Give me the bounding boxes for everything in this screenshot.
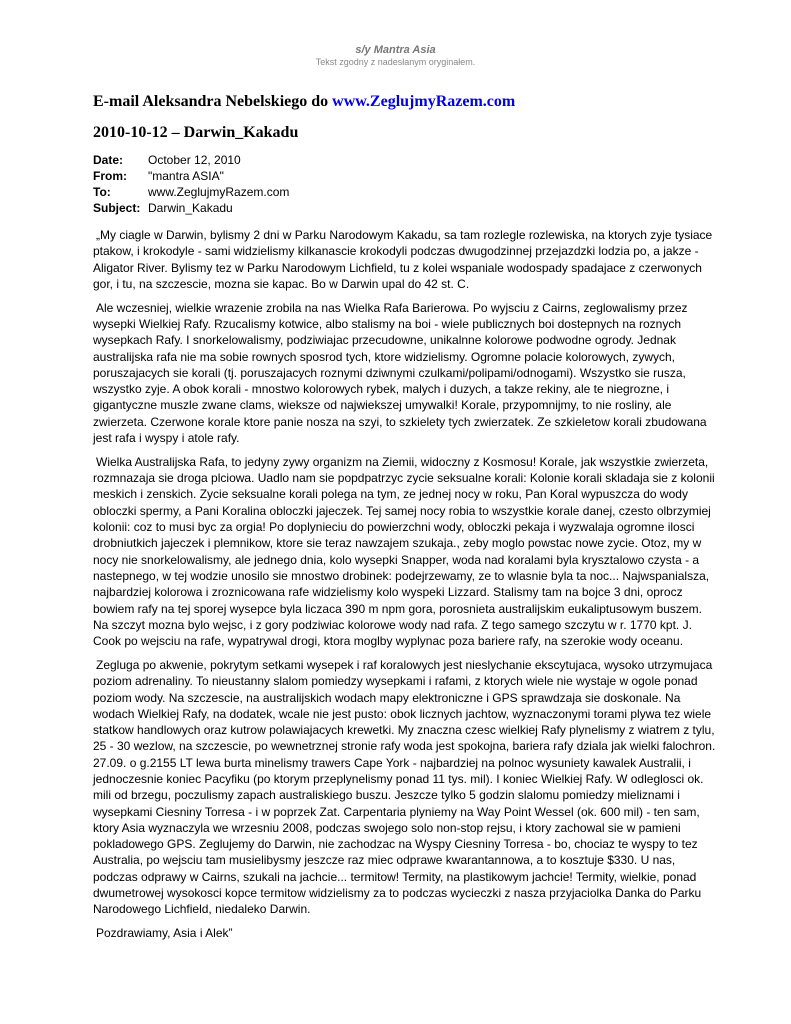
to-value: www.ZeglujmyRazem.com — [148, 185, 290, 199]
page-header — [0, 44, 791, 68]
title-prefix: E-mail Aleksandra Nebelskiego do — [93, 93, 333, 110]
meta-row-to — [93, 184, 289, 200]
zeglujmy-razem-link[interactable]: www.ZeglujmyRazem.com — [332, 93, 516, 110]
document-content — [93, 92, 718, 949]
from-value: "mantra ASIA" — [148, 169, 224, 183]
meta-row-from — [93, 168, 289, 184]
to-label: To: — [93, 185, 111, 199]
date-label: Date: — [93, 153, 124, 167]
site-note: Tekst zgodny z nadesłanym oryginałem. — [315, 57, 476, 67]
body-paragraph: „My ciagle w Darwin, bylismy 2 dni w Parku Narodowym Kakadu, sa tam rozlegle rozlewiska, na ktorych zyje tysiace ptakow, i krokodyle - sami widzielismy kilkanascie krokodyli podczas dwugodzinnej przejazdzki lodzia po, a jakze - Aligator River. Bylismy tez w Parku Narodowym Lichfield, tu z kolei wspaniale wodospady spadajace z czerwonych gor, i tu, na szczescie, mozna sie kapac. Bo w Darwin upal do 42 st. C. — [93, 228, 713, 291]
body-paragraph: Wielka Australijska Rafa, to jedyny zywy organizm na Ziemii, widoczny z Kosmosu! Korale, jak wszystkie zwierzeta, rozmnazaja sie droga plciowa. Uadlo nam sie popdpatrzyc zycie seksualne korali: Kolonie korali skladaja sie z kolonii meskich i zenskich. Zycie seksualne korali polega na tym, ze jednej nocy w roku, Pan Koral wypuszcza do wody obloczki spermy, a Pani Koralina obloczki jajeczek. Tej samej nocy robia to wszystkie korale danej, czesto olbrzymiej kolonii: coz to musi byc za orgia! Po doplynieciu do powierzchni wody, obloczki pekaja i wyzwalaja ogromne ilosci drobniutkich jajeczek i plemnikow, ktore sie teraz nawzajem szukaja., zeby moglo powstac nowe zycie. Otoz, my w nocy nie snorkelowalismy, ale jednego dnia, kolo wysepki Snapper, woda nad koralami byla krysztalowo czysta - a nastepnego, w tej wodzie unosilo sie mnostwo drobinek: podejrzewamy, ze to wlasnie byla ta noc... Najwspanialsza, najbardziej kolorowa i zroznicowana rafe widzielismy kolo wyspeki Lizzard. Stalismy tam na bojce 3 dni, oprocz bowiem rafy na tej sporej wysepce byla liczaca 390 m npm gora, porosnieta australijskim eukaliptusowym buszem. Na szczyt mozna bylo wejsc, i z gory podziwiac kolorowe wody nad rafa. Z tego samego szczytu w r. 1770 kpt. J. Cook po wejsciu na rafe, wypatrywal drogi, ktora moglby wyplynac poza bariere rafy, na szerokie wody oceanu. — [93, 454, 715, 649]
date-value: October 12, 2010 — [148, 153, 241, 167]
entry-title: 2010-10-12 – Darwin_Kakadu — [93, 124, 299, 141]
site-name: s/y Mantra Asia — [355, 44, 436, 56]
document-title — [93, 92, 718, 112]
from-label: From: — [93, 169, 127, 183]
body-paragraph: Ale wczesniej, wielkie wrazenie zrobila na nas Wielka Rafa Barierowa. Po wyjsciu z Cairns, zeglowalismy przez wysepki Wielkiej Rafy. Rzucalismy kotwice, albo stalismy na boi - wiele publicznych boi dostepnych na roznych wysepkach Rafy. I snorkelowalismy, podziwiajac przecudowne, unikalnne kolorowe podwodne ogrody. Jednak australijska rafa nie ma sobie rownych sposrod tych, ktore widzielismy. Ogromne polacie kolorowych, zywych, poruszajacych sie korali (tj. poruszajacych roznymi dziwnymi czulkami/polipami/odnogami). Wszystko sie rusza, wszystko zyje. A obok korali - mnostwo kolorowych rybek, malych i duzych, a takze rekiny, ale te niegrozne, i gigantyczne muszle zwane clams, wieksze od najwiekszej umywalki! Korale, przypomnijmy, to nie rosliny, ale zwierzeta. Czerwone korale ktore panie nosza na szyi, to szkielety tych zwierzatek. Ze szkieletow korali zbudowana jest rafa i wyspy i atole rafy. — [93, 300, 707, 446]
meta-row-date — [93, 152, 289, 168]
subject-value: Darwin_Kakadu — [148, 201, 233, 215]
subject-label: Subject: — [93, 201, 141, 215]
meta-row-subject — [93, 200, 289, 216]
email-body — [93, 227, 718, 941]
body-paragraph: Zegluga po akwenie, pokrytym setkami wysepek i raf koralowych jest nieslychanie ekscytujaca, wysoko utrzymujaca poziom adrenaliny. To nieustanny slalom pomiedzy wysepkami i rafami, z ktorych wiele nie wystaje w ogole ponad poziom wody. Na szczescie, na australijskich wodach mapy elektroniczne i GPS sprawdzaja sie doskonale. Na wodach Wielkiej Rafy, na dodatek, wcale nie jest pusto: obok licznych jachtow, wyznaczonymi torami plywa tez wiele statkow handlowych oraz kutrow polawiajacych krewetki. My znaczna czesc wielkiej Rafy plynelismy z wiatrem z tylu, 25 - 30 wezlow, na szczescie, po wewnetrznej stronie rafy woda jest spokojna, bariera rafy dziala jak wielki falochron. 27.09. o g.2155 LT lewa burta minelismy trawers Cape York - najbardziej na polnoc wysuniety kawalek Australii, i jednoczesnie koniec Pacyfiku (po ktorym przeplynelismy ponad 11 tys. mil). I koniec Wielkiej Rafy. W odleglosci ok. mili od brzegu, poczulismy zapach australiskiego buszu. Jeszcze tylko 5 godzin slalomu pomiedzy mieliznami i wysepkami Ciesniny Torresa - i w poprzek Zat. Carpentaria plyniemy na Way Point Wessel (ok. 600 mil) - ten sam, ktory Asia wyznaczyla we wrzesniu 2008, podczas swojego solo non-stop rejsu, i ktory zachowal sie w pamieni pokladowego GPS. Zeglujemy do Darwin, nie zachodzac na Wyspy Ciesniny Torresa - bo, chociaz te wyspy to tez Australia, po wejsciu tam musielibysmy jeszcze raz miec odprawe kwarantannowa, a to kosztuje $330. U nas, podczas odprawy w Cairns, szukali na jachcie... termitow! Termity, na plastikowym jachcie! Termity, wielkie, ponad dwumetrowej wysokosci kopce termitow widzielismy za to podczas wycieczki z nasza przyjaciolka Danka do Parku Narodowego Lichfield, niedaleko Darwin. — [93, 657, 716, 917]
email-meta-table — [93, 152, 289, 216]
closing-line: Pozdrawiamy, Asia i Alek” — [96, 926, 233, 941]
